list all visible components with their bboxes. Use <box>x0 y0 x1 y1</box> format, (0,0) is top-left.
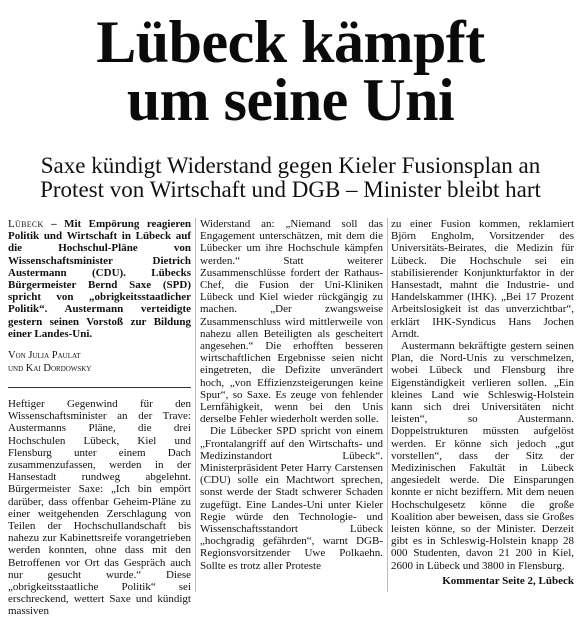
body-paragraph: Austermann bekräftigte gestern seinen Plan, die Nord-Unis zu verschmelzen, wobei Lübeck und Flensburg ihre Eigenständigkeit verlieren sollen. „Ein kleines Land wie Schleswig-Holstein kann sich drei Universitäten nicht leisten“, so Austermann. Doppelstrukturen müssten aufgelöst werden. Er könne sich jedoch „gut vorstellen“, dass der Sitz der Medizinischen Fakultät in Lübeck angesiedelt werde. Die Einsparungen konnte er nicht beziffern. Mit dem neuen Hochschulgesetz könne die große Koalition aber beweisen, dass sie Großes leisten könne, so der Minister. Derzeit gibt es in Schleswig-Holstein knapp 28 000 Studenten, davon 21 200 in Kiel, 2600 in Lübeck und 3800 in Flensburg. <box>391 340 574 572</box>
body-paragraph: Die Lübecker SPD spricht von einem „Frontalangriff auf den Wirtschafts- und Medizinstandort Lübeck“. Ministerpräsident Peter Harry Carstensen (CDU) solle ein Machtwort sprechen, sonst werde der Stadt schwerer Schaden zugefügt. Eine Landes-Uni unter Kieler Regie würde den Technologie- und Wissenschaftsstandort Lübeck „hochgradig gefährden“, warnt DGB-Regionsvorsitzender Uwe Polkaehn. Sollte es trotz aller Proteste <box>200 425 383 572</box>
comment-reference: Kommentar Seite 2, Lübeck <box>442 574 574 587</box>
lead-text: – Mit Empörung reagieren Politik und Wirtschaft in Lübeck auf die Hochschul-Pläne von Wissenschaftsminister Dietrich Austermann (CDU). Lübecks Bürgermeister Bernd Saxe (SPD) spricht von „obrigkeitsstaatlicher Politik“. Austermann verteidigte gestern seinen Vorstoß zur Bildung einer Landes-Uni. <box>8 218 192 340</box>
subheadline-line-1: Saxe kündigt Widerstand gegen Kieler Fusionsplan an <box>40 153 541 178</box>
body-paragraph: Widerstand an: „Niemand soll das Engagement unterschätzen, mit dem die Lübecker um ihre Hochschule kämpfen werden.“ Statt weiterer Zusammenschlüsse fordert der Rathaus-Chef, die Fusion der Uni-Kliniken Lübeck und Kiel wieder rückgängig zu machen. „Der zwangsweise Zusammenschluss wird mittlerweile von nahezu allen Beteiligten als gescheitert angesehen.“ Die erhofften besseren wirtschaftlichen Ergebnisse seien nicht eingetreten, die Defizite unverändert hoch, „von Effizienzsteigerungen keine Spur“, so Saxe. Es zeuge von fehlender Lernfähigkeit, wenn bei den Unis derselbe Fehler wiederholt werden solle. <box>200 218 383 426</box>
body-paragraph: Heftiger Gegenwind für den Wissenschaftsminister an der Trave: Austermanns Pläne, die drei Hochschulen Lübeck, Kiel und Flensburg unter einem Dach zusammenzufassen, werden in der Hansestadt rundweg abgelehnt. Bürgermeister Saxe: „Ich bin empört darüber, dass offenbar Geheim-Pläne zu einer weitgehenden Zerschlagung von Teilen der Hochschullandschaft bis nahezu zur Kabinettsreife vorangetrieben werden konnten, ohne dass mit den Betroffenen vor Ort das Gespräch auch nur gesucht wurde.“ Diese „obrigkeitsstaatliche Politik“ sei erschreckend, wettert Saxe und kündigt massiven <box>8 398 191 618</box>
article-column-1 <box>8 218 191 618</box>
headline-line-2: um seine Uni <box>126 67 455 133</box>
dateline-place: Lübeck <box>8 218 44 230</box>
subheadline-line-2: Protest von Wirtschaft und DGB – Minister bleibt hart <box>40 177 541 202</box>
byline-author-1: Von Julia Paulat <box>8 350 81 362</box>
byline <box>8 350 191 375</box>
article-column-2 <box>200 218 383 572</box>
separator-rule <box>8 387 191 388</box>
article-lead <box>8 218 191 340</box>
article-column-3 <box>391 218 574 587</box>
headline-line-1: Lübeck kämpft <box>96 9 485 75</box>
body-paragraph: zu einer Fusion kommen, reklamiert Björn Engholm, Vorsitzender des Universitäts-Beirates, die Medizin für Lübeck. Die Hochschule sei ein stabilisierender Konjunkturfaktor in der Hansestadt, mahnt die Industrie- und Handelskammer (IHK). „Bei 17 Prozent Arbeitslosigkeit ist das unverzichtbar“, erklärt IHK-Syndicus Hans Jochen Arndt. <box>391 218 574 340</box>
byline-author-2: und Kai Dordowsky <box>8 362 92 374</box>
column-divider <box>387 218 388 592</box>
column-divider <box>195 218 196 592</box>
